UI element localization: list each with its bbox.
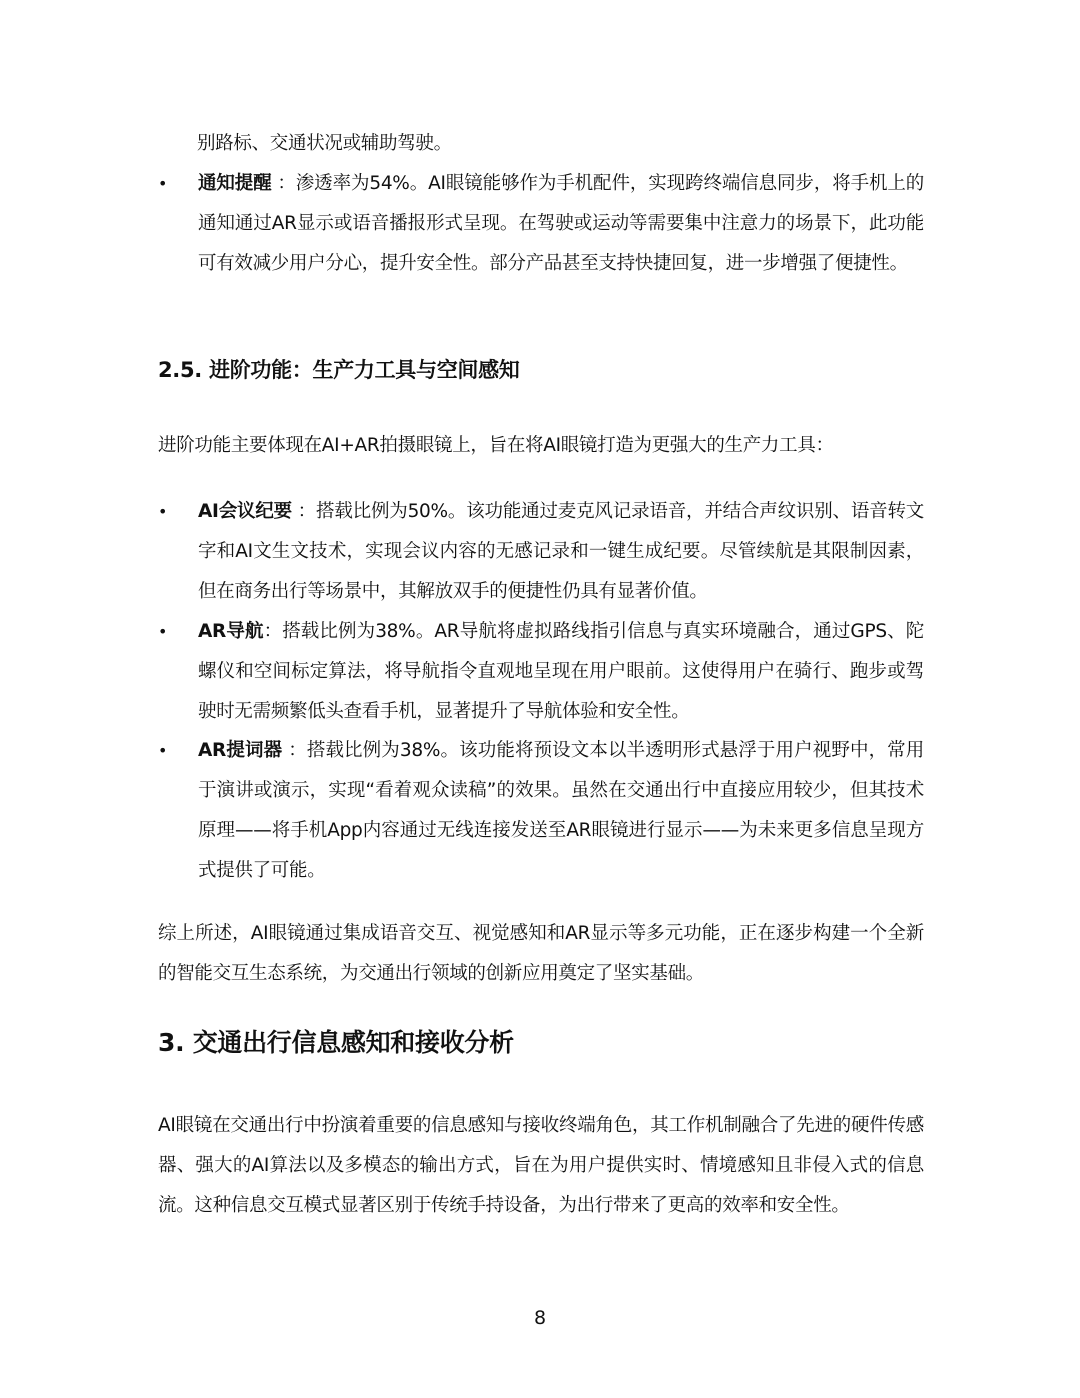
summary-paragraph: 综上所述，AI眼镜通过集成语音交互、视觉感知和AR显示等多元功能，正在逐步构建一个全新的智能交互生态系统，为交通出行领域的创新应用奠定了坚实基础。 [158, 923, 924, 984]
bullet-icon: • [158, 174, 168, 193]
bullet-icon: • [158, 502, 168, 521]
section-3-paragraph: AI眼镜在交通出行中扮演着重要的信息感知与接收终端角色，其工作机制融合了先进的硬件传感器、强大的AI算法以及多模态的输出方式，旨在为用户提供实时、情境感知且非侵入式的信息流。这种信息交互模式显著区别于传统手持设备，为出行带来了更高的效率和安全性。 [158, 1115, 924, 1216]
bullet-text: 搭载比例为50%。该功能通过麦克风记录语音，并结合声纹识别、语音转文字和AI文生文技术，实现会议内容的无感记录和一键生成纪要。尽管续航是其限制因素，但在商务出行等场景中，其解放双手的便捷性仍具有显著价值。 [198, 501, 924, 602]
bullet-term: AR提词器 [198, 740, 283, 761]
bullet-term: AR导航 [198, 621, 264, 642]
bullet-ar-navigation [158, 612, 924, 732]
bullet-icon: • [158, 741, 168, 760]
bullet-separator: ： [282, 740, 307, 761]
bullet-text: 搭载比例为38%。AR导航将虚拟路线指引信息与真实环境融合，通过GPS、陀螺仪和空间标定算法，将导航指令直观地呈现在用户眼前。这使得用户在骑行、跑步或驾驶时无需频繁低头查看手机，显著提升了导航体验和安全性。 [198, 621, 924, 722]
bullet-ar-teleprompter [158, 731, 924, 891]
bullet-text: 渗透率为54%。AI眼镜能够作为手机配件，实现跨终端信息同步，将手机上的通知通过AR显示或语音播报形式呈现。在驾驶或运动等需要集中注意力的场景下，此功能可有效减少用户分心，提升安全性。部分产品甚至支持快捷回复，进一步增强了便捷性。 [198, 173, 925, 274]
bullet-notification [158, 164, 924, 284]
section-heading-2-5: 2.5. 进阶功能：生产力工具与空间感知 [158, 358, 520, 382]
section-heading-3: 3. 交通出行信息感知和接收分析 [158, 1028, 514, 1057]
bullet-separator: ： [291, 501, 316, 522]
continuation-text: 别路标、交通状况或辅助驾驶。 [197, 133, 452, 154]
page-number: 8 [533, 1307, 547, 1329]
bullet-icon: • [158, 622, 168, 641]
bullet-text: 搭载比例为38%。该功能将预设文本以半透明形式悬浮于用户视野中，常用于演讲或演示，实现“看着观众读稿”的效果。虽然在交通出行中直接应用较少，但其技术原理——将手机App内容通过无线连接发送至AR眼镜进行显示——为未来更多信息呈现方式提供了可能。 [198, 740, 924, 881]
bullet-separator: ： [271, 173, 296, 194]
bullet-ai-meeting-notes [158, 492, 924, 612]
bullet-term: 通知提醒 [198, 173, 272, 194]
bullet-separator: ： [263, 621, 283, 642]
bullet-term: AI会议纪要 [198, 501, 292, 522]
section-intro: 进阶功能主要体现在AI+AR拍摄眼镜上，旨在将AI眼镜打造为更强大的生产力工具： [158, 435, 834, 456]
